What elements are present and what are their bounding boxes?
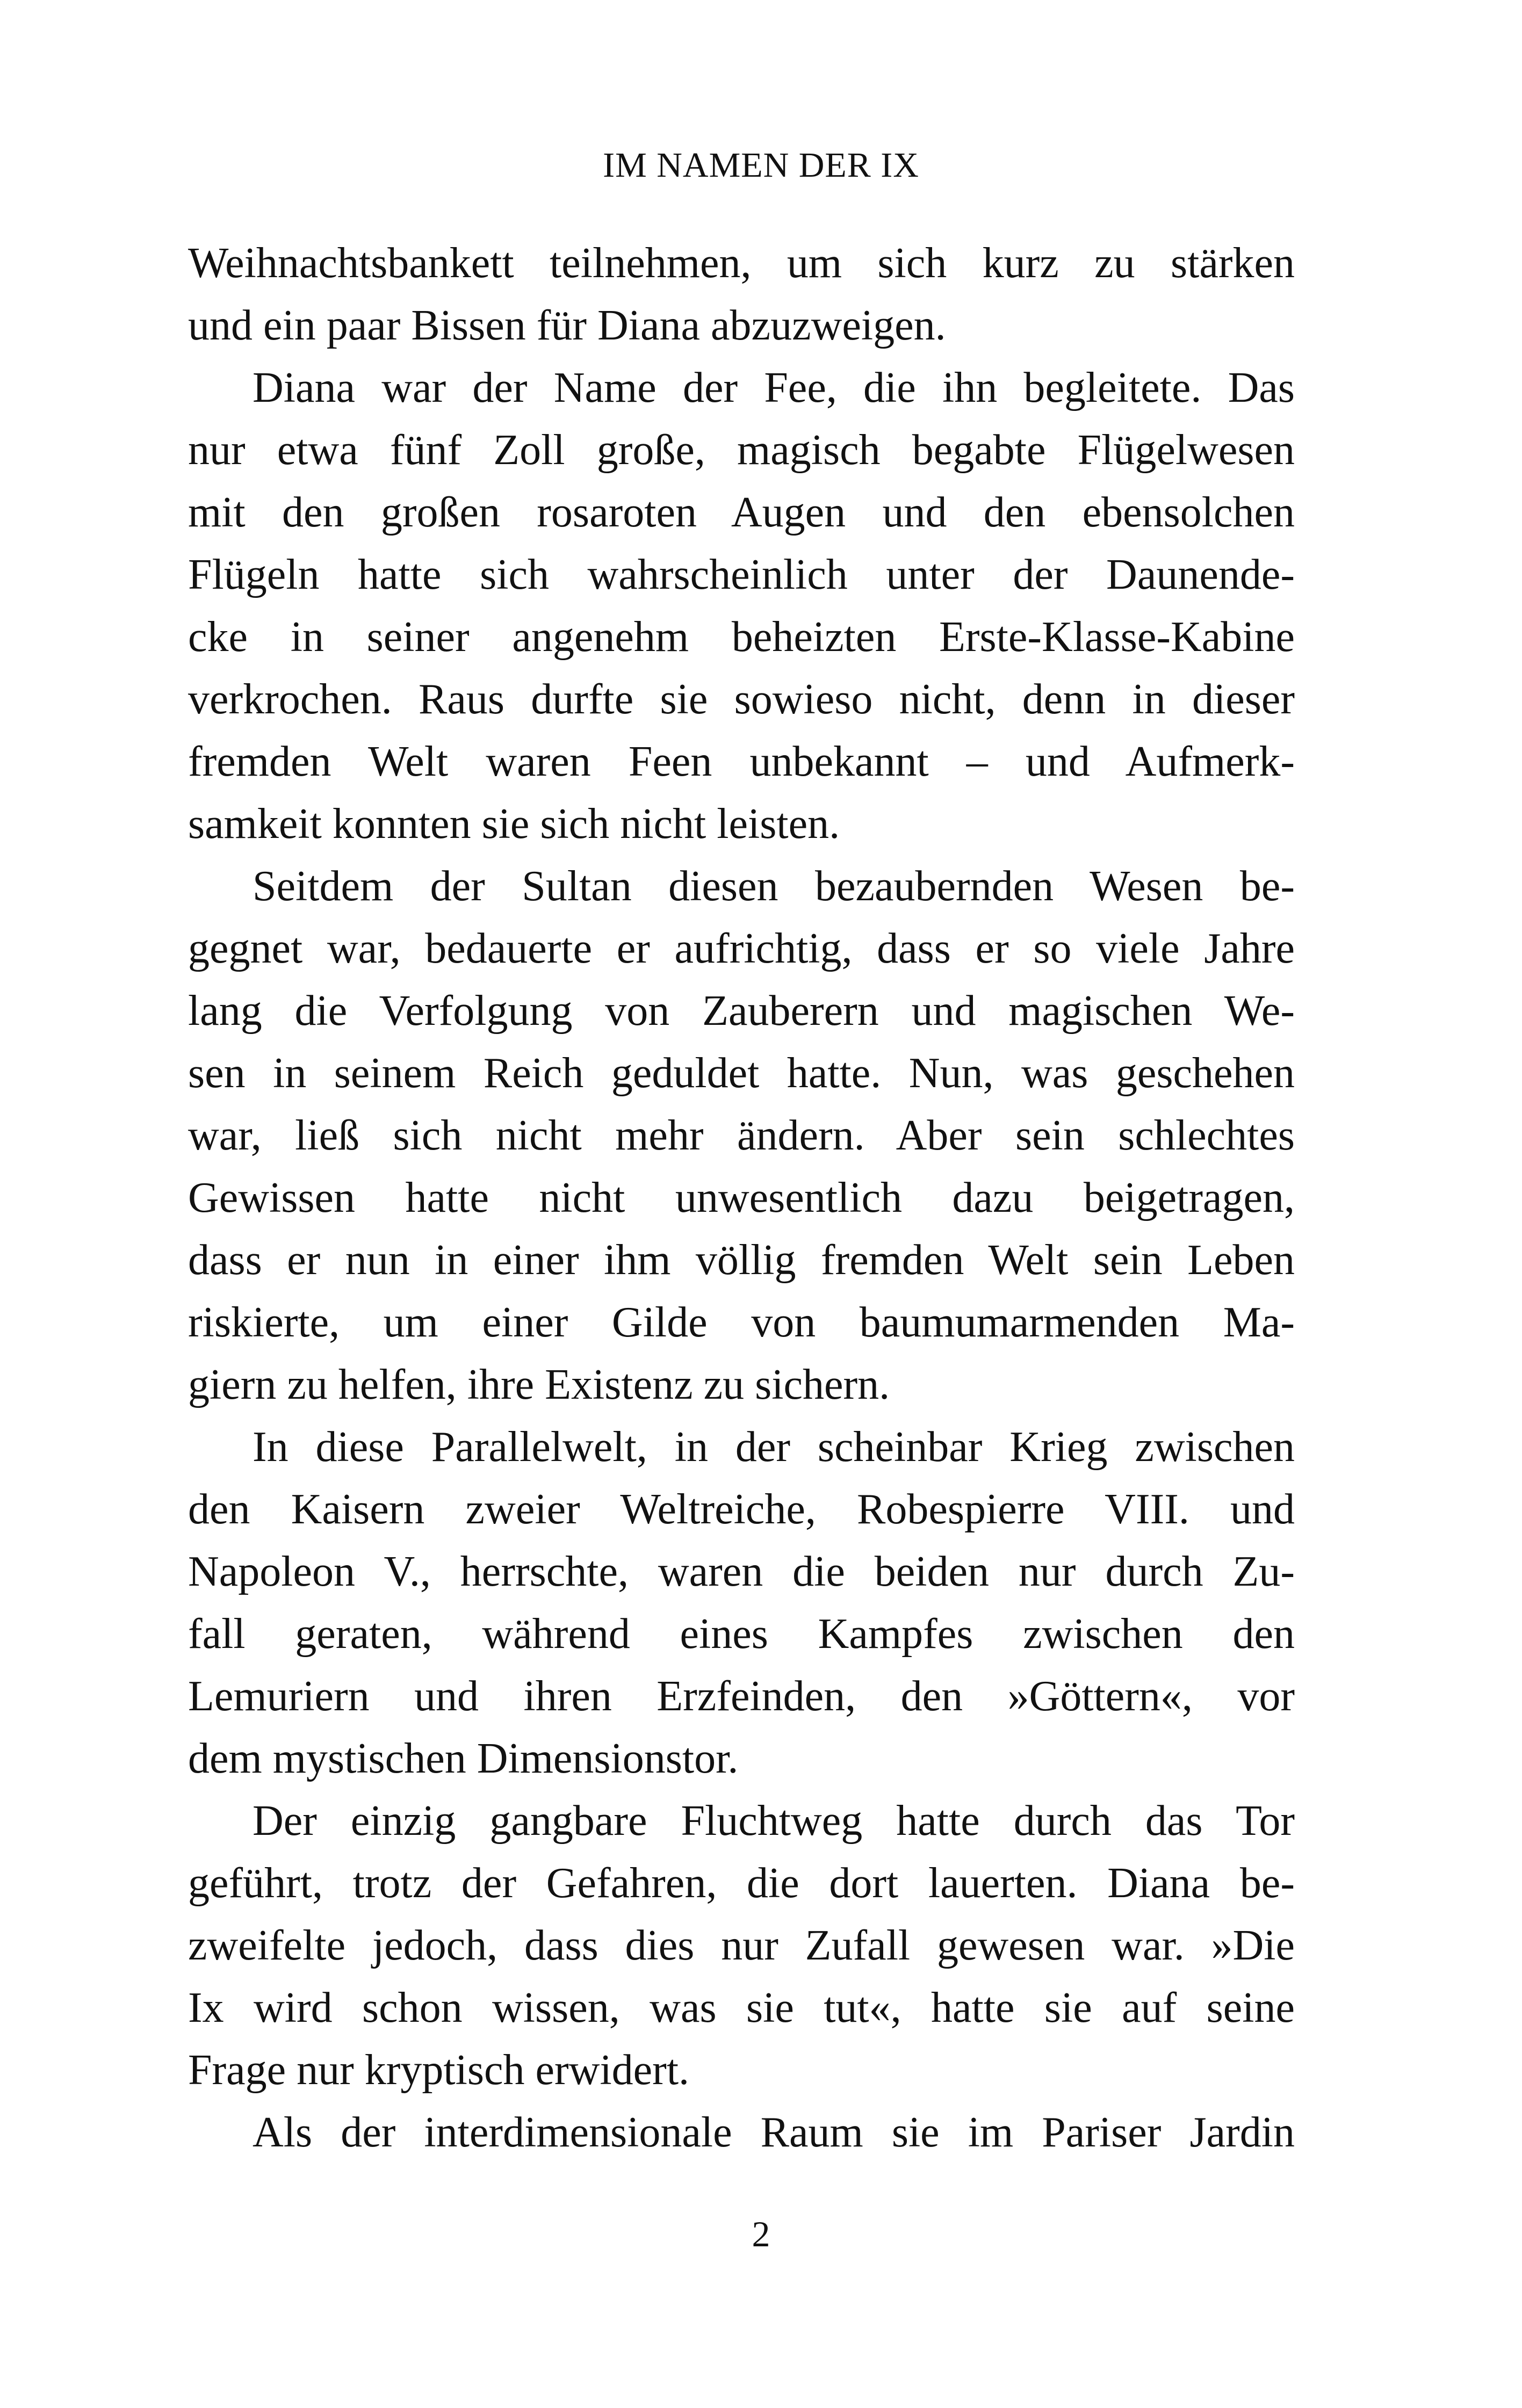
body-text bbox=[188, 232, 1295, 2164]
text-line: Der einzig gangbare Fluchtweg hatte durch das Tor bbox=[253, 1797, 1295, 1845]
text-line: sen in seinem Reich geduldet hatte. Nun, was geschehen bbox=[188, 1050, 1295, 1097]
text-line: lang die Verfolgung von Zauberern und magischen We- bbox=[188, 987, 1295, 1035]
text-line: giern zu helfen, ihre Existenz zu sichern. bbox=[188, 1361, 890, 1408]
text-line: Lemuriern und ihren Erzfeinden, den »Göttern«, vor bbox=[188, 1673, 1295, 1720]
text-line: Frage nur kryptisch erwidert. bbox=[188, 2047, 690, 2094]
text-line: geführt, trotz der Gefahren, die dort lauerten. Diana be- bbox=[188, 1860, 1295, 1907]
text-line: In diese Parallelwelt, in der scheinbar Krieg zwischen bbox=[253, 1423, 1295, 1471]
text-line: nur etwa fünf Zoll große, magisch begabte Flügelwesen bbox=[188, 426, 1295, 474]
text-line: mit den großen rosaroten Augen und den ebensolchen bbox=[188, 489, 1295, 536]
text-line: Diana war der Name der Fee, die ihn begleitete. Das bbox=[253, 364, 1295, 411]
text-line: zweifelte jedoch, dass dies nur Zufall gewesen war. »Die bbox=[188, 1922, 1295, 1969]
running-head: IM NAMEN DER IX bbox=[603, 146, 919, 185]
text-line: Flügeln hatte sich wahrscheinlich unter der Daunende- bbox=[188, 551, 1295, 598]
text-line: den Kaisern zweier Weltreiche, Robespierre VIII. und bbox=[188, 1486, 1295, 1533]
text-line: fall geraten, während eines Kampfes zwischen den bbox=[188, 1610, 1295, 1658]
text-line: Napoleon V., herrschte, waren die beiden nur durch Zu- bbox=[188, 1548, 1295, 1595]
text-line: Ix wird schon wissen, was sie tut«, hatte sie auf seine bbox=[188, 1984, 1295, 2031]
text-line: war, ließ sich nicht mehr ändern. Aber sein schlechtes bbox=[188, 1112, 1295, 1159]
text-line: verkrochen. Raus durfte sie sowieso nicht, denn in dieser bbox=[188, 676, 1295, 723]
text-line: Als der interdimensionale Raum sie im Pariser Jardin bbox=[253, 2109, 1295, 2156]
text-line: Weihnachtsbankett teilnehmen, um sich kurz zu stärken bbox=[188, 240, 1295, 287]
page-number: 2 bbox=[752, 2214, 770, 2254]
text-line: Seitdem der Sultan diesen bezaubernden Wesen be- bbox=[253, 863, 1295, 910]
text-line: fremden Welt waren Feen unbekannt – und Aufmerk- bbox=[188, 738, 1295, 785]
text-line: Gewissen hatte nicht unwesentlich dazu beigetragen, bbox=[188, 1174, 1295, 1221]
text-line: dass er nun in einer ihm völlig fremden Welt sein Leben bbox=[188, 1236, 1295, 1284]
text-line: gegnet war, bedauerte er aufrichtig, dass er so viele Jahre bbox=[188, 925, 1295, 972]
text-line: und ein paar Bissen für Diana abzuzweigen. bbox=[188, 302, 946, 349]
text-line: riskierte, um einer Gilde von baumumarmenden Ma- bbox=[188, 1299, 1295, 1346]
text-line: cke in seiner angenehm beheizten Erste-Klasse-Kabine bbox=[188, 613, 1295, 661]
text-line: dem mystischen Dimensionstor. bbox=[188, 1735, 739, 1782]
text-line: samkeit konnten sie sich nicht leisten. bbox=[188, 800, 840, 848]
